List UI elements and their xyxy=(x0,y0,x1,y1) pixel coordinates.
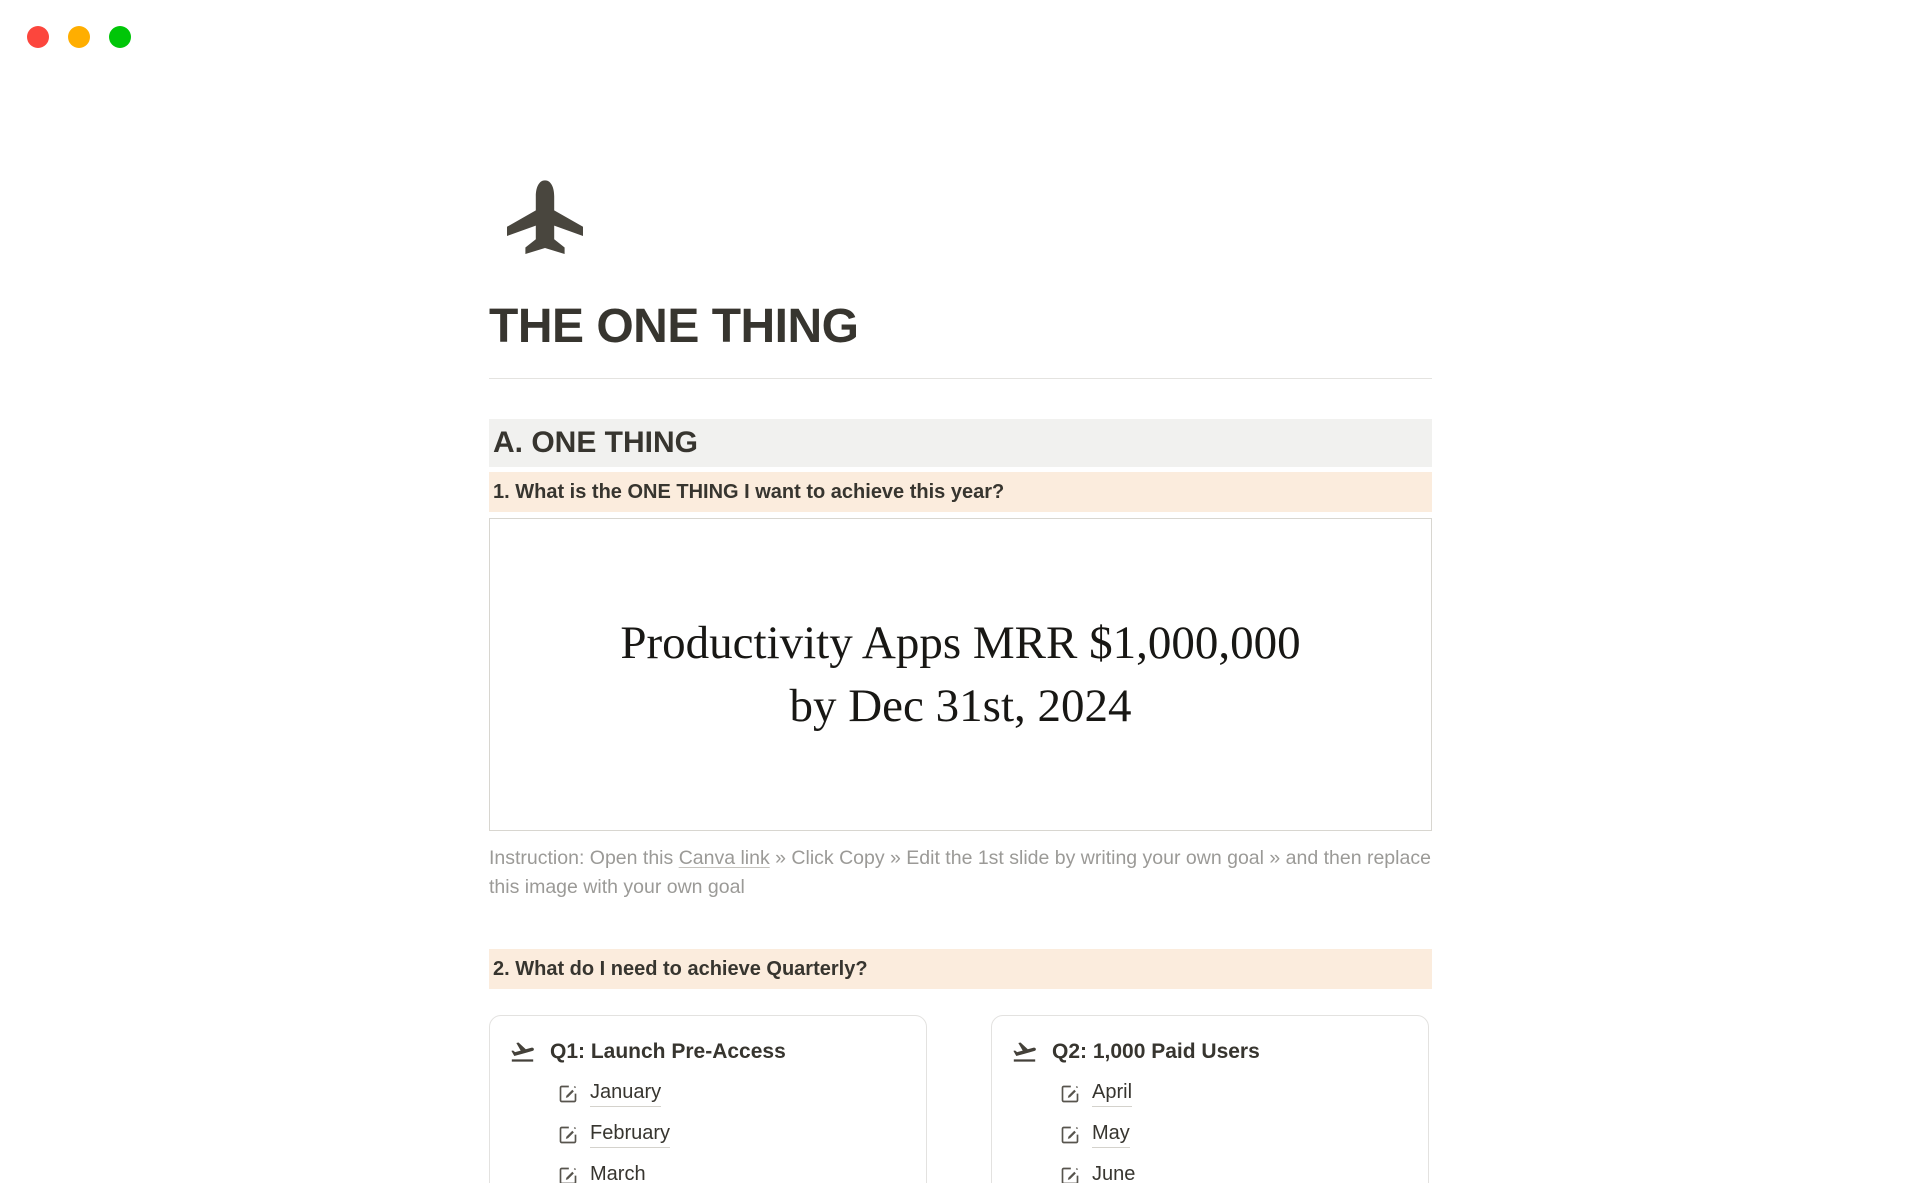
month-link-may[interactable] xyxy=(1060,1123,1428,1147)
month-link-label[interactable]: January xyxy=(590,1081,661,1107)
goal-text-line2: by Dec 31st, 2024 xyxy=(789,679,1132,732)
month-link-label[interactable]: May xyxy=(1092,1122,1130,1148)
quarter-card-q1 xyxy=(489,1015,927,1183)
q2-header xyxy=(1011,1038,1428,1065)
month-link-january[interactable] xyxy=(558,1082,926,1106)
goal-image[interactable] xyxy=(489,518,1432,831)
question-2-heading: 2. What do I need to achieve Quarterly? xyxy=(489,949,1432,989)
flight-takeoff-icon xyxy=(1011,1038,1038,1065)
section-a-heading: A. ONE THING xyxy=(489,419,1432,467)
zoom-window-button[interactable] xyxy=(109,26,131,48)
edit-page-icon xyxy=(558,1084,578,1104)
month-link-label[interactable]: February xyxy=(590,1122,670,1148)
quarter-card-q2 xyxy=(991,1015,1429,1183)
month-link-february[interactable] xyxy=(558,1123,926,1147)
content-column xyxy=(489,0,1432,1183)
page-title: THE ONE THING xyxy=(489,300,859,353)
instruction-prefix: Instruction: Open this xyxy=(489,847,679,869)
edit-page-icon xyxy=(1060,1166,1080,1183)
instruction-text xyxy=(489,844,1432,902)
divider xyxy=(489,378,1432,379)
edit-page-icon xyxy=(558,1125,578,1145)
airplane-icon[interactable] xyxy=(502,178,588,258)
minimize-window-button[interactable] xyxy=(68,26,90,48)
edit-page-icon xyxy=(1060,1125,1080,1145)
goal-text-line1: Productivity Apps MRR $1,000,000 xyxy=(620,616,1301,669)
q2-title: Q2: 1,000 Paid Users xyxy=(1052,1040,1260,1063)
month-link-label[interactable]: June xyxy=(1092,1163,1135,1183)
q1-title: Q1: Launch Pre-Access xyxy=(550,1040,786,1063)
edit-page-icon xyxy=(558,1166,578,1183)
month-link-label[interactable]: April xyxy=(1092,1081,1132,1107)
month-link-label[interactable]: March xyxy=(590,1163,646,1183)
canva-link[interactable]: Canva link xyxy=(678,847,770,869)
month-link-april[interactable] xyxy=(1060,1082,1428,1106)
edit-page-icon xyxy=(1060,1084,1080,1104)
close-window-button[interactable] xyxy=(27,26,49,48)
month-link-march[interactable] xyxy=(558,1164,926,1183)
question-1-heading: 1. What is the ONE THING I want to achieve this year? xyxy=(489,472,1432,512)
window-controls xyxy=(27,26,131,48)
month-link-june[interactable] xyxy=(1060,1164,1428,1183)
quarter-cards xyxy=(489,1015,1432,1183)
flight-takeoff-icon xyxy=(509,1038,536,1065)
q1-header xyxy=(509,1038,926,1065)
instruction-suffix: » Click Copy » Edit the 1st slide by writing your own goal » and then replace this image with your own goal xyxy=(489,847,1431,898)
